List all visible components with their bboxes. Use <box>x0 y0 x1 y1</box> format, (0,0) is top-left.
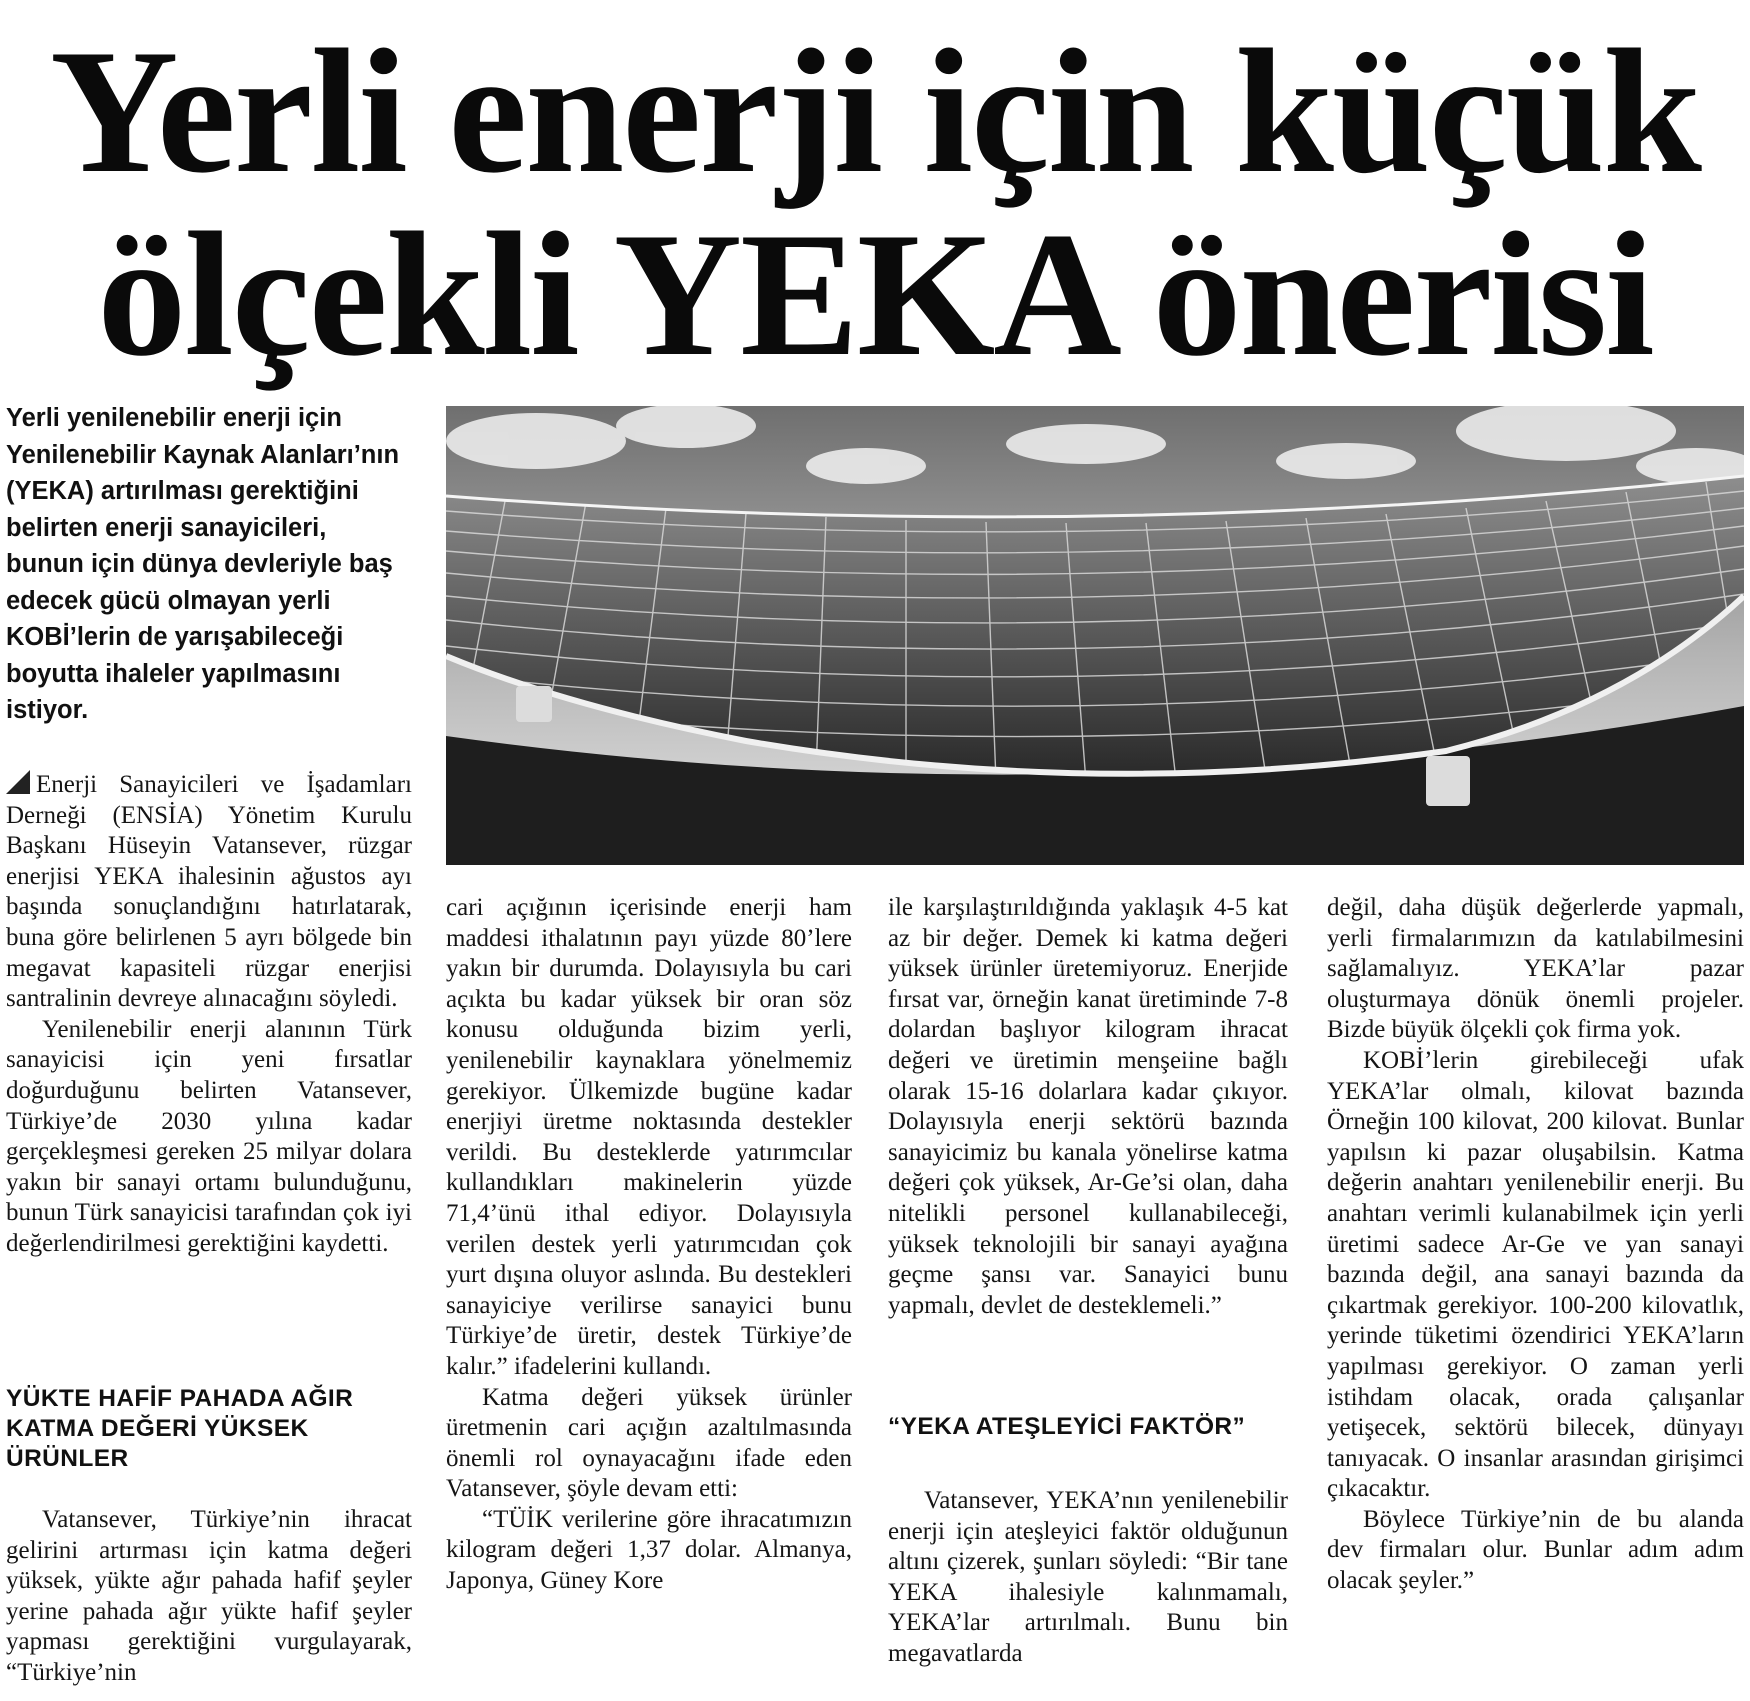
subheading-1: YÜKTE HAFİF PAHADA AĞIR KATMA DEĞERİ YÜKSEK ÜRÜNLER <box>6 1385 354 1472</box>
body-column-3-continued <box>888 1486 1288 1670</box>
body-paragraph: ile karşılaştırıldığında yaklaşık 4-5 kat az bir değer. Demek ki katma değeri yüksek ürünler üretemiyoruz. Enerjide fırsat var, örneğin kanat üretiminde 7-8 dolardan başlıyor kilogram ihracat değeri ve üretimin menşeiine bağlı olarak 15-16 dolarlara kadar çıkıyor. Dolayısıyla enerji sektörü bazında sanayicimiz bu kanala yönelirse katma değeri çok yüksek, Ar-Ge’si olan, daha nitelikli personel kullanabileceği, yüksek teknolojili bir sanayi ayağına geçme şansı var. Sanayici bunu yapmalı, devlet de desteklemeli.” <box>888 894 1288 1319</box>
solar-panel-photo <box>446 406 1744 865</box>
lead-paragraph: Yerli yenilenebilir enerji için Yenilenebilir Kaynak Alanları’nın (YEKA) artırılması gerektiğini belirten enerji sanayicileri, bunun için dünya devleriyle baş edecek gücü olmayan yerli KOBİ’lerin de yarışabileceği boyutta ihaleler yapılmasını istiyor. <box>6 404 400 724</box>
body-column-3 <box>888 893 1288 1321</box>
body-column-1-continued <box>6 1505 412 1689</box>
body-paragraph: Vatansever, Türkiye’nin ihracat gelirini artırması için katma değeri yüksek, yükte ağır pahada hafif şeyler yerine pahada ağır yükte hafif şeyler yapması gerektiğini vurgulayarak, “Türkiye’nin <box>6 1506 412 1686</box>
body-paragraph: KOBİ’lerin girebileceği ufak YEKA’lar olmalı, kilovat bazında Örneğin 100 kilovat, 200 kilovat. Bunlar yapılsın ki pazar oluşabilsin. Katma değerin anahtarı yenilenebilir enerji. Bu anahtarı verimli kulanabilmek için yerli üretimi sadece Ar-Ge ve yan sanayi bazında değil, ana sanayi bazında da çıkartmak gerekiyor. 100-200 kilovatlık, yerinde tüketimi özendirici YEKA’ların yapılması gerekiyor. O zaman yerli istihdam olacak, orada çalışanlar yetişecek, sektörü bilecek, dünyayı tanıyacak. O insanlar arasından girişimci çıkacaktır. <box>1327 1046 1744 1503</box>
body-paragraph: Vatansever, YEKA’nın yenilenebilir enerji için ateşleyici faktör olduğunun altını çizerek, şunları söyledi: “Bir tane YEKA ihalesiyle kalınmamalı, YEKA’lar artırılmalı. Bunu bin megavatlarda <box>888 1487 1288 1667</box>
headline-line-2: ölçekli YEKA önerisi <box>97 195 1653 393</box>
paragraph-marker-icon <box>6 770 30 794</box>
body-paragraph: cari açığının içerisinde enerji ham maddesi ithalatının payı yüzde 80’lere yakın bir durumda. Dolayısıyla bu cari açıkta bu kadar yüksek bir oran söz konusu olduğunda bizim yerli, yenilenebilir kaynaklara yönelmemiz gerekiyor. Ülkemizde bugüne kadar enerjiyi üretme noktasında destekler verildi. Bu desteklerde yatırımcılar kullandıkları makinelerin yüzde 71,4’ünü ithal ediyor. Dolayısıyla verilen destek yerli yatırımcıdan çok yurt dışına oluyor aslında. Bu destekleri sanayiciye verilirse sanayici bunu Türkiye’de üretir, destek Türkiye’de kalır.” ifadelerini kullandı. <box>446 894 852 1380</box>
body-paragraph: Yenilenebilir enerji alanının Türk sanayicisi için yeni fırsatlar doğurduğunu belirten Vatansever, Türkiye’de 2030 yılına kadar gerçekleşmesi gereken 25 milyar dolara yakın bir sanayi ortamı bulunduğunu, bunun Türk sanayicisi tarafından çok iyi değerlendirilmesi gerektiğini kaydetti. <box>6 1015 412 1257</box>
body-column-1 <box>6 770 412 1260</box>
solar-panel-photo-illustration <box>446 406 1744 865</box>
subheading-2: “YEKA ATEŞLEYİCİ FAKTÖR” <box>888 1413 1246 1440</box>
body-paragraph: Katma değeri yüksek ürünler üretmenin cari açığın azaltılmasında önemli rol oynayacağını ifade eden Vatansever, şöyle devam etti: <box>446 1383 852 1503</box>
body-paragraph: Enerji Sanayicileri ve İşadamları Derneği (ENSİA) Yönetim Kurulu Başkanı Hüseyin Vatansever, rüzgar enerjisi YEKA ihalesinin ağustos ayı başında sonuçlandığını hatırlatarak, buna göre belirlenen 5 ayrı bölgede bin megavat kapasiteli rüzgar enerjisi santralinin devreye alınacağını söyledi. <box>6 771 412 1013</box>
body-column-2 <box>446 893 852 1597</box>
body-column-4 <box>1327 893 1744 1597</box>
headline-line-1: Yerli enerji için küçük <box>50 12 1700 210</box>
body-paragraph: değil, daha düşük değerlerde yapmalı, yerli firmalarımızın da katılabilmesini sağlamalıyız. YEKA’lar pazar oluşturmaya dönük önemli projeler. Bizde büyük ölçekli çok firma yok. <box>1327 894 1744 1044</box>
body-paragraph: Böylece Türkiye’nin de bu alanda dev firmaları olur. Bunlar adım adım olacak şeyler.” <box>1327 1505 1744 1595</box>
body-paragraph: “TÜİK verilerine göre ihracatımızın kilogram değeri 1,37 dolar. Almanya, Japonya, Güney Kore <box>446 1505 852 1595</box>
